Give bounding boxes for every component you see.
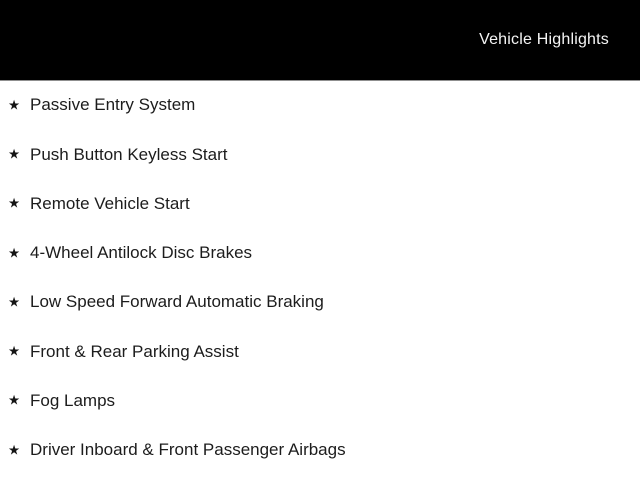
highlight-label: Passive Entry System	[30, 95, 196, 115]
list-item	[0, 426, 640, 475]
star-icon: ★	[8, 146, 21, 162]
highlight-label: Low Speed Forward Automatic Braking	[30, 292, 324, 312]
highlight-label: 4-Wheel Antilock Disc Brakes	[30, 243, 253, 263]
star-icon: ★	[8, 442, 21, 458]
star-icon: ★	[8, 343, 21, 359]
highlight-label: Driver Inboard & Front Passenger Airbags	[30, 440, 346, 460]
list-item	[0, 327, 640, 376]
list-item	[0, 278, 640, 327]
list-item	[0, 377, 640, 426]
header-bar	[0, 0, 640, 81]
list-item	[0, 130, 640, 179]
list-item	[0, 180, 640, 229]
page-title: Vehicle Highlights	[479, 31, 609, 48]
highlight-list	[0, 81, 640, 480]
list-item	[0, 81, 640, 130]
list-item	[0, 229, 640, 278]
highlight-label: Remote Vehicle Start	[30, 193, 190, 213]
highlight-label: Push Button Keyless Start	[30, 144, 228, 164]
star-icon: ★	[8, 195, 21, 211]
highlight-label: Fog Lamps	[30, 390, 116, 410]
star-icon: ★	[8, 392, 21, 408]
highlight-label: Front & Rear Parking Assist	[30, 341, 239, 361]
star-icon: ★	[8, 294, 21, 310]
star-icon: ★	[8, 245, 21, 261]
star-icon: ★	[8, 97, 21, 113]
